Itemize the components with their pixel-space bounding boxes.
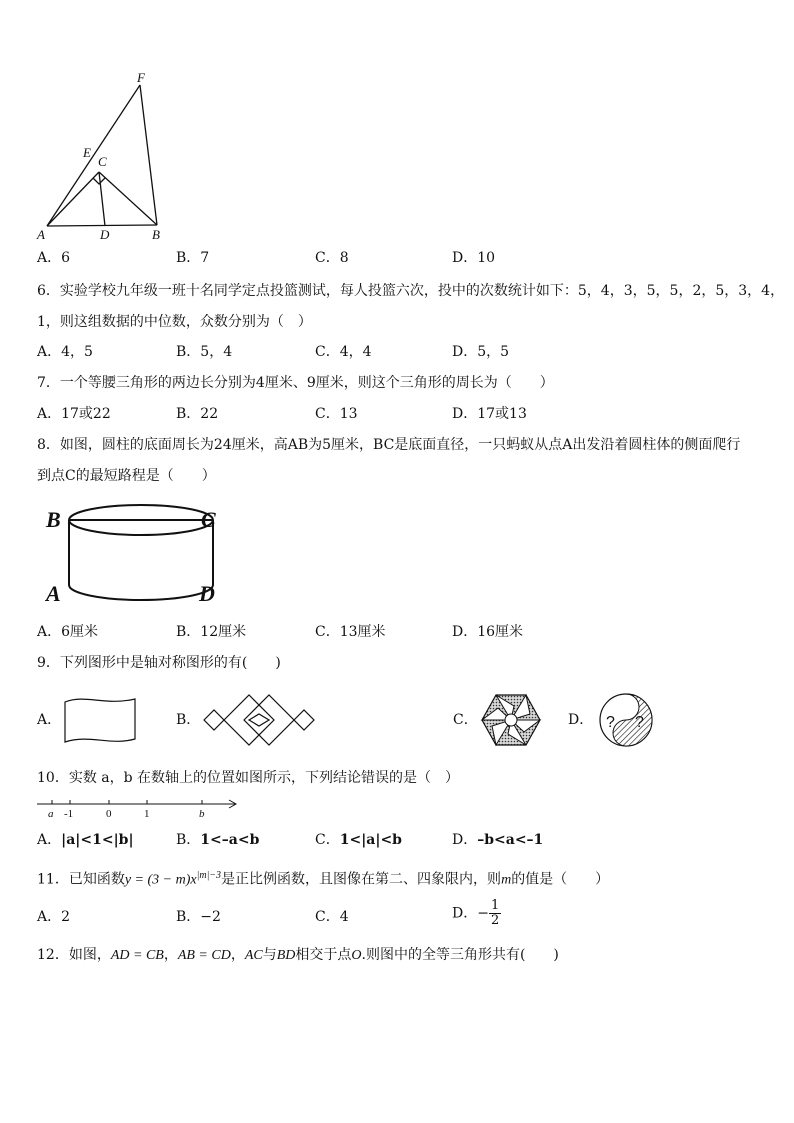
q11-exponent: |m|−3 bbox=[196, 870, 222, 881]
cylinder-figure bbox=[40, 498, 230, 608]
label-D: D bbox=[100, 227, 110, 242]
q9-option-c-label[interactable]: C． bbox=[453, 712, 478, 728]
triangle-figure bbox=[30, 70, 190, 245]
q10-option-c[interactable] bbox=[315, 830, 402, 850]
q12-sep1: ， bbox=[163, 947, 178, 963]
q11-m: m bbox=[501, 872, 512, 888]
q12-stem bbox=[37, 945, 559, 966]
q5-option-d[interactable]: D．10 bbox=[452, 250, 496, 266]
d-question-right: ? bbox=[635, 714, 644, 731]
q10-option-b-text: 1<–a<b bbox=[200, 832, 260, 848]
cyl-label-D: D bbox=[199, 581, 215, 606]
q12-mid1: 与 bbox=[262, 947, 277, 963]
q8-option-b[interactable]: B．12厘米 bbox=[176, 624, 247, 640]
q6-option-d[interactable]: D．5，5 bbox=[452, 344, 510, 360]
q11-option-b[interactable]: B．−2 bbox=[176, 909, 221, 925]
label-E: E bbox=[83, 145, 91, 160]
q9-option-c-figure bbox=[480, 692, 542, 748]
q9-option-d-label[interactable]: D． bbox=[568, 712, 594, 728]
q11-option-d-label: D．− bbox=[452, 905, 489, 922]
q11-formula: y = (3 − m)x bbox=[124, 872, 197, 888]
q12-sep2: ， bbox=[230, 947, 245, 963]
q7-option-d[interactable]: D．17或13 bbox=[452, 406, 527, 422]
q10-option-a-label: A． bbox=[37, 832, 62, 848]
q9-option-d-figure bbox=[597, 692, 655, 748]
q10-option-b[interactable] bbox=[176, 830, 259, 850]
q5-option-a[interactable]: A．6 bbox=[37, 250, 71, 266]
label-B: B bbox=[152, 227, 160, 242]
q6-stem-line2: 1，则这组数据的中位数，众数分别为（ ） bbox=[37, 314, 312, 330]
q11-stem bbox=[37, 866, 609, 891]
q11-stem-post2: 的值是（ ） bbox=[511, 871, 610, 888]
q10-stem: 10．实数 a，b 在数轴上的位置如图所示，下列结论错误的是（ ） bbox=[37, 770, 460, 786]
q11-option-d-fraction bbox=[489, 899, 501, 928]
q12-stem-post: .则图中的全等三角形共有( ) bbox=[361, 947, 559, 963]
q6-option-c[interactable]: C．4，4 bbox=[315, 344, 372, 360]
q11-stem-post1: 是正比例函数，且图像在第二、四象限内，则 bbox=[221, 871, 502, 888]
cyl-label-C: C bbox=[201, 507, 216, 532]
axis-b: b bbox=[199, 808, 205, 820]
q10-option-c-label: C． bbox=[315, 832, 340, 848]
q10-option-a[interactable] bbox=[37, 830, 134, 850]
q10-option-b-label: B． bbox=[176, 832, 201, 848]
fraction-denominator: 2 bbox=[490, 913, 500, 928]
q6-stem-line1: 6．实验学校九年级一班十名同学定点投篮测试，每人投篮六次，投中的次数统计如下：5，4，3，5，5，2，5，3，4， bbox=[37, 283, 785, 299]
fraction-numerator: 1 bbox=[490, 898, 500, 913]
q12-eq1: AD = CB bbox=[110, 948, 164, 963]
q12-o: O bbox=[351, 948, 362, 963]
q8-stem-line1: 8．如图，圆柱的底面周长为24厘米，高AB为5厘米，BC是底面直径，一只蚂蚁从点A出发沿着圆柱体的侧面爬行 bbox=[37, 437, 741, 453]
q6-option-a[interactable]: A．4，5 bbox=[37, 344, 93, 360]
q11-stem-pre: 11．已知函数 bbox=[37, 871, 125, 888]
q9-stem: 9．下列图形中是轴对称图形的有( ) bbox=[37, 655, 281, 671]
q10-option-c-text: 1<|a|<b bbox=[339, 832, 402, 848]
q10-option-d[interactable] bbox=[452, 830, 543, 850]
d-question-left: ? bbox=[606, 714, 615, 731]
axis-zero: 0 bbox=[106, 808, 112, 820]
label-A: A bbox=[37, 227, 45, 242]
q5-option-c[interactable]: C．8 bbox=[315, 250, 349, 266]
q9-option-a-label[interactable]: A． bbox=[37, 712, 62, 728]
q7-option-c[interactable]: C．13 bbox=[315, 406, 358, 422]
q6-option-b[interactable]: B．5，4 bbox=[176, 344, 233, 360]
q10-option-d-text: –b<a<–1 bbox=[477, 832, 544, 848]
q9-option-a-figure bbox=[60, 696, 140, 748]
q12-ac: AC bbox=[244, 948, 263, 963]
q9-option-b-label[interactable]: B． bbox=[176, 712, 201, 728]
q7-option-b[interactable]: B．22 bbox=[176, 406, 219, 422]
q8-option-d[interactable]: D．16厘米 bbox=[452, 624, 524, 640]
q8-stem-line2: 到点C的最短路程是（ ） bbox=[37, 468, 216, 484]
q9-option-b-figure bbox=[202, 694, 316, 746]
q5-option-b[interactable]: B．7 bbox=[176, 250, 210, 266]
axis-one: 1 bbox=[144, 808, 150, 820]
q10-option-d-label: D． bbox=[452, 832, 478, 848]
number-line bbox=[37, 795, 247, 823]
q12-bd: BD bbox=[276, 948, 296, 963]
q12-mid2: 相交于点 bbox=[295, 947, 352, 963]
axis-minus-one: -1 bbox=[64, 808, 74, 820]
q7-stem: 7．一个等腰三角形的两边长分别为4厘米、9厘米，则这个三角形的周长为（ ） bbox=[37, 375, 554, 391]
q12-eq2: AB = CD bbox=[177, 948, 231, 963]
q10-option-a-text: |a|<1<|b| bbox=[61, 832, 134, 848]
q11-option-d[interactable] bbox=[452, 899, 501, 928]
axis-a: a bbox=[48, 808, 54, 820]
q11-option-a[interactable]: A．2 bbox=[37, 909, 71, 925]
label-F: F bbox=[137, 70, 145, 85]
q12-stem-pre: 12．如图， bbox=[37, 947, 111, 963]
q7-option-a[interactable]: A．17或22 bbox=[37, 406, 111, 422]
q8-option-c[interactable]: C．13厘米 bbox=[315, 624, 386, 640]
cyl-label-B: B bbox=[46, 507, 61, 532]
q8-option-a[interactable]: A．6厘米 bbox=[37, 624, 99, 640]
cyl-label-A: A bbox=[46, 581, 61, 606]
q11-option-c[interactable]: C．4 bbox=[315, 909, 349, 925]
label-C: C bbox=[98, 154, 107, 169]
